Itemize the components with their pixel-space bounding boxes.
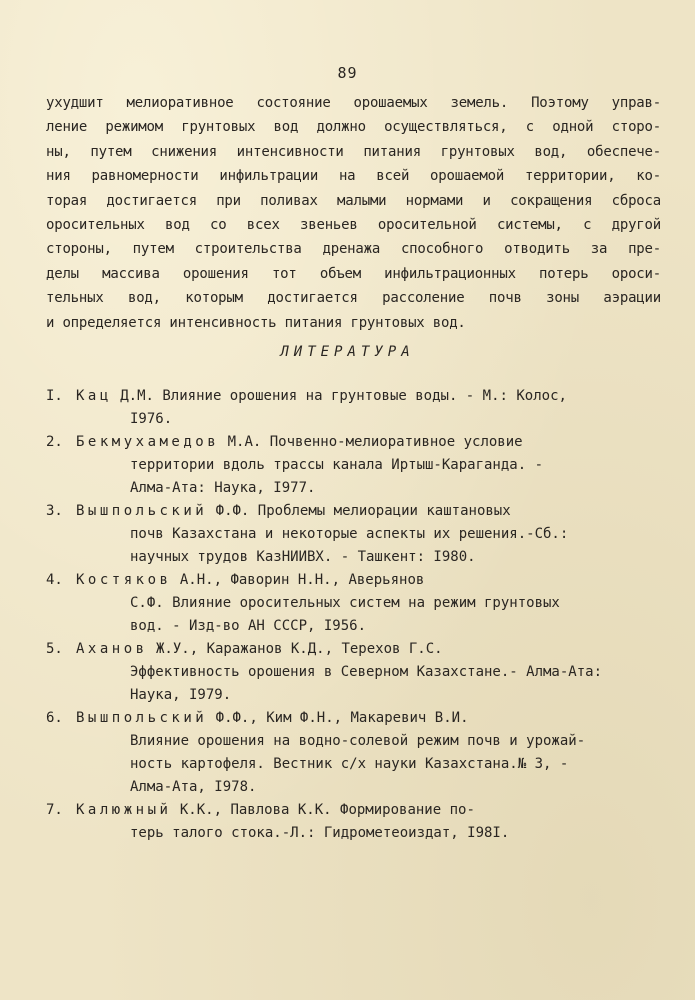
reference-number: 4. bbox=[46, 572, 63, 588]
reference-continuation: Алма-Ата, I978. bbox=[130, 779, 257, 795]
reference-author: Кац bbox=[76, 388, 112, 404]
reference-continuation: Алма-Ата: Наука, I977. bbox=[130, 480, 316, 496]
reference-continuation: Влияние орошения на водно-солевой режим почв и урожай- bbox=[130, 733, 586, 749]
reference-author: Костяков bbox=[76, 572, 172, 588]
reference-number: 5. bbox=[46, 641, 63, 657]
reference-item bbox=[46, 431, 666, 500]
paragraph-line: торая достигается при поливах малыми нормами и сокращения сброса bbox=[46, 192, 661, 209]
reference-text: Ж.У., Каражанов К.Д., Терехов Г.С. bbox=[147, 641, 443, 657]
body-paragraph bbox=[46, 91, 661, 335]
reference-number: 2. bbox=[46, 434, 63, 450]
reference-item bbox=[46, 707, 666, 799]
paragraph-line: ление режимом грунтовых вод должно осуществляться, с одной сторо- bbox=[46, 119, 661, 136]
reference-text: Д.М. Влияние орошения на грунтовые воды. - М.: Колос, bbox=[111, 388, 567, 404]
paragraph-line: тельных вод, которым достигается рассоление почв зоны аэрации bbox=[46, 290, 661, 307]
reference-number: 3. bbox=[46, 503, 63, 519]
reference-continuation: территории вдоль трассы канала Иртыш-Караганда. - bbox=[130, 457, 544, 473]
reference-author: Калюжный bbox=[76, 802, 172, 818]
reference-continuation: вод. - Изд-во АН СССР, I956. bbox=[130, 618, 367, 634]
reference-author: Бекмухамедов bbox=[76, 434, 220, 450]
reference-continuation: ность картофеля. Вестник с/х науки Казахстана.№ 3, - bbox=[130, 756, 569, 772]
page-number: 89 bbox=[337, 64, 358, 82]
reference-text: К.К., Павлова К.К. Формирование по- bbox=[171, 802, 475, 818]
reference-first-line bbox=[46, 799, 666, 822]
paragraph-line: делы массива орошения тот объем инфильтрационных потерь ороси- bbox=[46, 265, 661, 282]
reference-continuation: Эффективность орошения в Северном Казахстане.- Алма-Ата: bbox=[130, 664, 603, 680]
reference-text: Ф.Ф. Проблемы мелиорации каштановых bbox=[207, 503, 511, 519]
reference-author: Аханов bbox=[76, 641, 148, 657]
reference-item bbox=[46, 638, 666, 707]
reference-continuation: Наука, I979. bbox=[130, 687, 232, 703]
reference-continuation: научных трудов КазНИИВХ. - Ташкент: I980. bbox=[130, 549, 476, 565]
paragraph-line: оросительных вод со всех звеньев оросительной системы, с другой bbox=[46, 216, 661, 233]
reference-text: А.Н., Фаворин Н.Н., Аверьянов bbox=[171, 572, 425, 588]
reference-first-line bbox=[46, 500, 666, 523]
reference-first-line bbox=[46, 707, 666, 730]
reference-continuation: почв Казахстана и некоторые аспекты их решения.-Сб.: bbox=[130, 526, 569, 542]
reference-number: 6. bbox=[46, 710, 63, 726]
paragraph-line: ухудшит мелиоративное состояние орошаемых земель. Поэтому управ- bbox=[46, 95, 661, 111]
reference-text: М.А. Почвенно-мелиоративное условие bbox=[219, 434, 523, 450]
reference-first-line bbox=[46, 638, 666, 661]
reference-text: Ф.Ф., Ким Ф.Н., Макаревич В.И. bbox=[207, 710, 469, 726]
paragraph-line: ны, путем снижения интенсивности питания грунтовых вод, обеспече- bbox=[46, 143, 661, 160]
reference-number: 7. bbox=[46, 802, 63, 818]
reference-continuation: терь талого стока.-Л.: Гидрометеоиздат, I98I. bbox=[130, 825, 510, 841]
reference-continuation: I976. bbox=[130, 411, 173, 427]
reference-author: Вышпольский bbox=[76, 710, 208, 726]
references-list bbox=[46, 385, 666, 845]
references-heading: ЛИТЕРАТУРА bbox=[280, 344, 415, 360]
reference-continuation: С.Ф. Влияние оросительных систем на режим грунтовых bbox=[130, 595, 560, 611]
reference-first-line bbox=[46, 569, 666, 592]
paragraph-line: стороны, путем строительства дренажа способного отводить за пре- bbox=[46, 241, 661, 258]
reference-item bbox=[46, 385, 666, 431]
paragraph-line: ния равномерности инфильтрации на всей орошаемой территории, ко- bbox=[46, 168, 661, 185]
reference-number: I. bbox=[46, 388, 63, 404]
reference-first-line bbox=[46, 385, 666, 408]
reference-item bbox=[46, 500, 666, 569]
reference-first-line bbox=[46, 431, 666, 454]
reference-item bbox=[46, 799, 666, 845]
reference-item bbox=[46, 569, 666, 638]
reference-author: Вышпольский bbox=[76, 503, 208, 519]
paragraph-line: и определяется интенсивность питания грунтовых вод. bbox=[46, 314, 466, 331]
